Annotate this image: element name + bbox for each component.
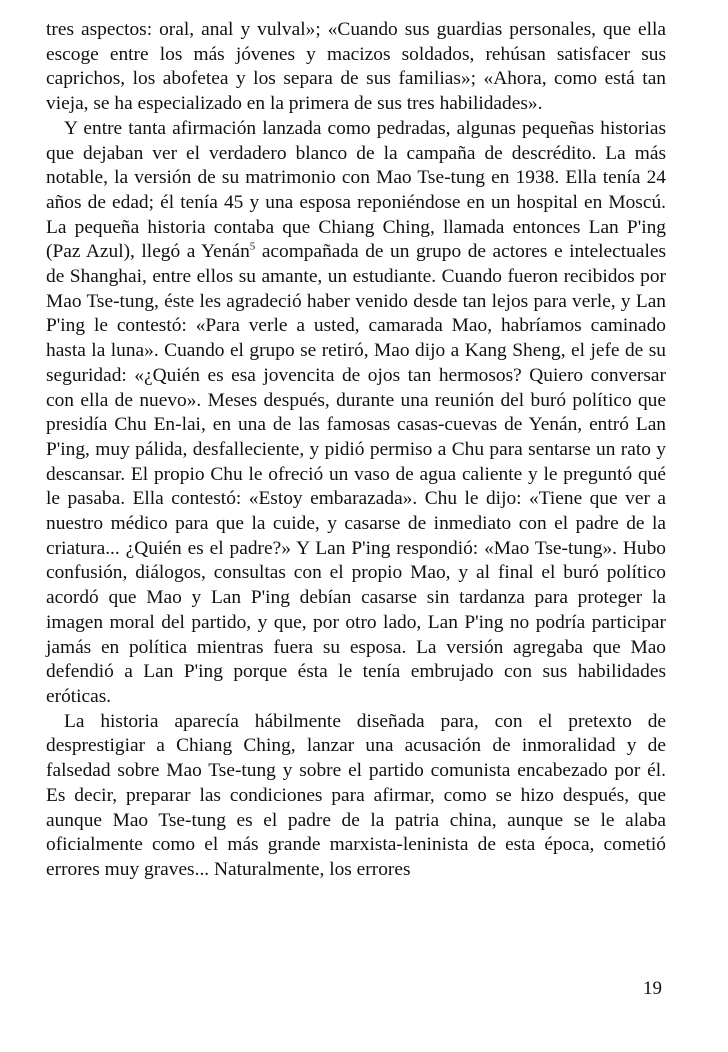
page-number: 19	[643, 978, 662, 999]
paragraph-1: tres aspectos: oral, anal y vulval»; «Cuando sus guardias personales, que ella escoge entre los más jóvenes y macizos soldados, rehúsan satisfacer sus caprichos, los abofetea y los separa de sus familias»; «Ahora, como está tan vieja, se ha especializado en la primera de sus tres habilidades».	[46, 19, 666, 115]
paragraph-2	[46, 117, 666, 710]
paragraph-3: La historia aparecía hábilmente diseñada para, con el pretexto de desprestigiar a Chiang Ching, lanzar una acusación de inmoralidad y de falsedad sobre Mao Tse-tung y sobre el partido comunista encabezado por él. Es decir, preparar las condiciones para afirmar, como se hizo después, que aunque Mao Tse-tung es el padre de la patria china, aunque se le alaba oficialmente como el más grande marxista-leninista de esta época, cometió errores muy graves... Naturalmente, los errores	[46, 710, 666, 880]
paragraph-2-text-start: Y entre tanta afirmación lanzada como pedradas, algunas pequeñas historias que dejaban ver el verdadero blanco de la campaña de descrédito. La más notable, la versión de su matrimonio con Mao Tse-tung en 1938. Ella tenía 24 años de edad; él tenía 45 y una esposa reponiéndose en un hospital en Moscú. La pequeña historia contaba que Chiang Ching, llamada entonces Lan P'ing (Paz Azul), llegó a Yenán	[46, 117, 666, 263]
paragraph-2-text-end: acompañada de un grupo de actores e intelectuales de Shanghai, entre ellos su amante, un estudiante. Cuando fueron recibidos por Mao Tse-tung, éste les agradeció haber venido desde tan lejos para verle, y Lan P'ing le contestó: «Para verle a usted, camarada Mao, habríamos caminado hasta la luna». Cuando el grupo se retiró, Mao dijo a Kang Sheng, el jefe de su seguridad: «¿Quién es esa jovencita de ojos tan hermosos? Quiero conversar con ella de nuevo». Meses después, durante una reunión del buró político que presidía Chu En-lai, en una de las famosas casas-cuevas de Yenán, entró Lan P'ing, muy pálida, desfalleciente, y pidió permiso a Chu para sentarse un rato y descansar. El propio Chu le ofreció un vaso de agua caliente y le preguntó qué le pasaba. Ella contestó: «Estoy embarazada». Chu le dijo: «Tiene que ver a nuestro médico para que la cuide, y casarse de inmediato con el padre de la criatura... ¿Quién es el padre?» Y Lan P'ing respondió: «Mao Tse-tung». Hubo confusión, diálogos, consultas con el propio Mao, y al final el buró político acordó que Mao y Lan P'ing debían casarse sin tardanza para proteger la imagen moral del partido, y que, por otro lado, Lan P'ing no podría participar jamás en política mientras fuera su esposa. La versión agregaba que Mao defendió a Lan P'ing porque ésta le tenía embrujado con sus habilidades eróticas.	[46, 241, 666, 707]
page-body	[46, 18, 666, 883]
footnote-reference[interactable]: 5	[249, 240, 256, 253]
